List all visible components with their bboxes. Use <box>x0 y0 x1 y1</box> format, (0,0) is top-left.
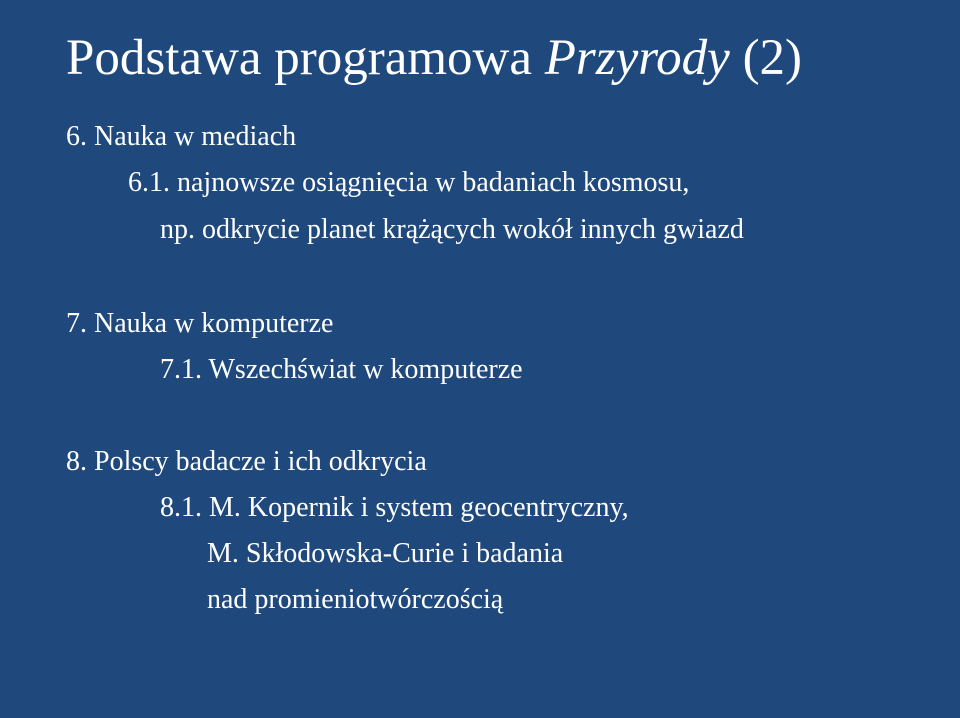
title-text: Podstawa programowa <box>66 30 545 86</box>
subsection-8-1-line-3: nad promieniotwórczością <box>207 584 504 615</box>
subsection-8-1-line-2: M. Skłodowska-Curie i badania <box>207 538 564 569</box>
subsection-6-1: 6.1. najnowsze osiągnięcia w badaniach kosmosu, <box>128 167 690 198</box>
subsection-7-1: 7.1. Wszechświat w komputerze <box>160 354 523 385</box>
title-italic-text: Przyrody <box>544 30 730 86</box>
subsection-6-1-continued: np. odkrycie planet krążących wokół innych gwiazd <box>160 214 744 245</box>
section-heading-7: 7. Nauka w komputerze <box>66 308 334 339</box>
section-heading-8: 8. Polscy badacze i ich odkrycia <box>66 446 427 477</box>
section-heading-6: 6. Nauka w mediach <box>66 121 297 152</box>
title-suffix-text: (2) <box>729 30 803 86</box>
slide-title <box>66 28 802 88</box>
subsection-8-1: 8.1. M. Kopernik i system geocentryczny, <box>160 492 629 523</box>
